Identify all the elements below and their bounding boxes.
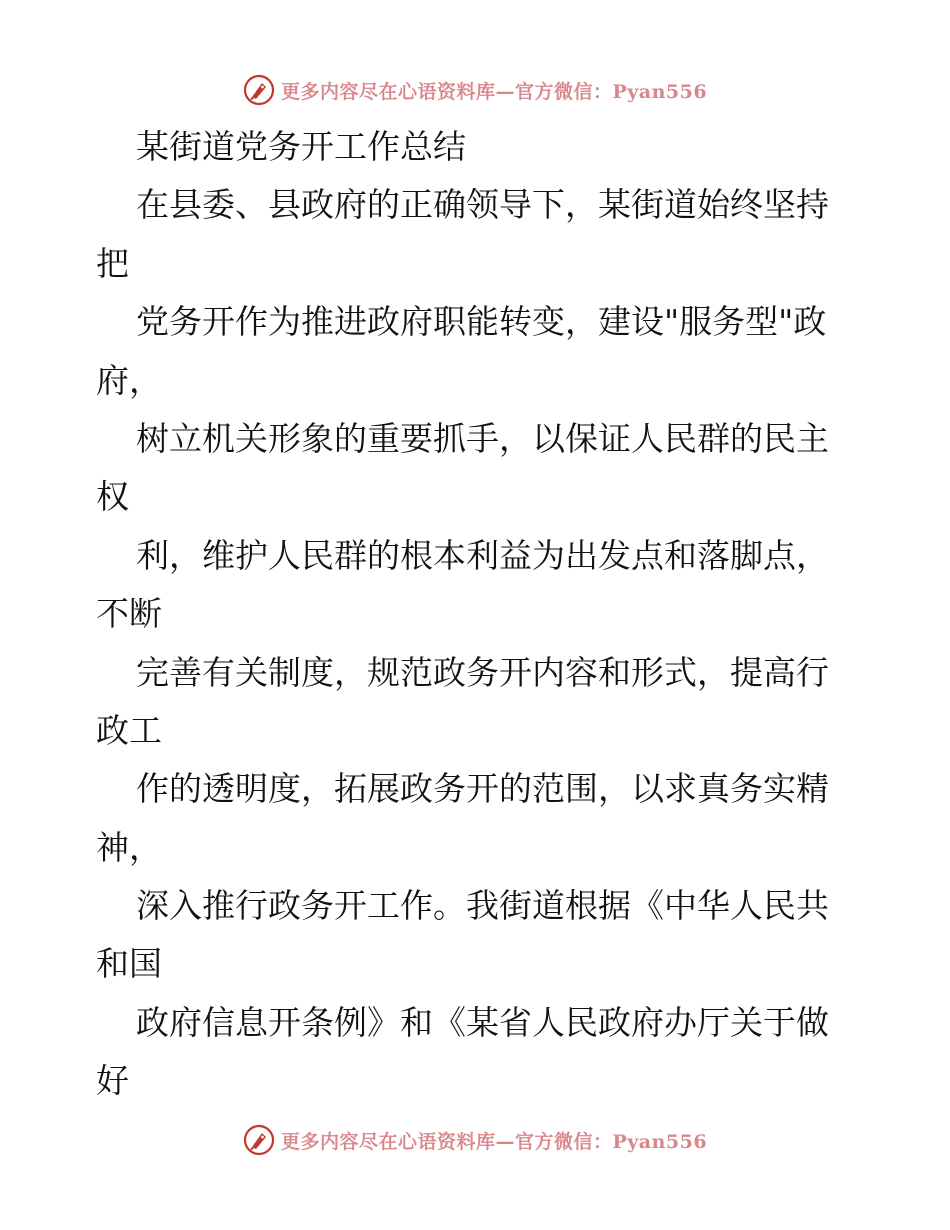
- pen-nib-logo-icon: [243, 74, 275, 106]
- document-line: 把: [96, 243, 129, 283]
- header-banner: [0, 68, 950, 112]
- document-title: 某街道党务开工作总结: [136, 127, 466, 166]
- document-line: 树立机关形象的重要抓手，以保证人民群的民主: [136, 418, 829, 458]
- document-line: 利，维护人民群的根本利益为出发点和落脚点，: [136, 535, 829, 575]
- footer-banner: [0, 1118, 950, 1162]
- pen-nib-logo-icon: [243, 1124, 275, 1156]
- document-line: 不断: [96, 594, 162, 634]
- header-banner-content: [243, 74, 707, 106]
- footer-banner-text: 更多内容尽在心语资料库—官方微信：Pyan556: [280, 1130, 708, 1153]
- document-line: 政工: [96, 710, 162, 750]
- document-line: 政府信息开条例》和《某省人民政府办厅关于做: [136, 1002, 829, 1042]
- document-line: 权: [96, 477, 129, 517]
- document-line: 好: [96, 1061, 129, 1101]
- document-line: 府，: [96, 360, 162, 400]
- document-line: 深入推行政务开工作。我街道根据《中华人民共: [136, 886, 829, 926]
- document-body: [96, 118, 856, 1111]
- document-line: 神，: [96, 827, 162, 867]
- document-line: 在县委、县政府的正确领导下，某街道始终坚持: [136, 185, 829, 225]
- document-line: 和国: [96, 944, 162, 984]
- document-line: 党务开作为推进政府职能转变，建设"服务型"政: [136, 302, 827, 342]
- document-line: 完善有关制度，规范政务开内容和形式，提高行: [136, 652, 829, 692]
- footer-banner-content: [243, 1124, 707, 1156]
- document-line: 作的透明度，拓展政务开的范围，以求真务实精: [136, 769, 829, 809]
- header-banner-text: 更多内容尽在心语资料库—官方微信：Pyan556: [280, 80, 708, 103]
